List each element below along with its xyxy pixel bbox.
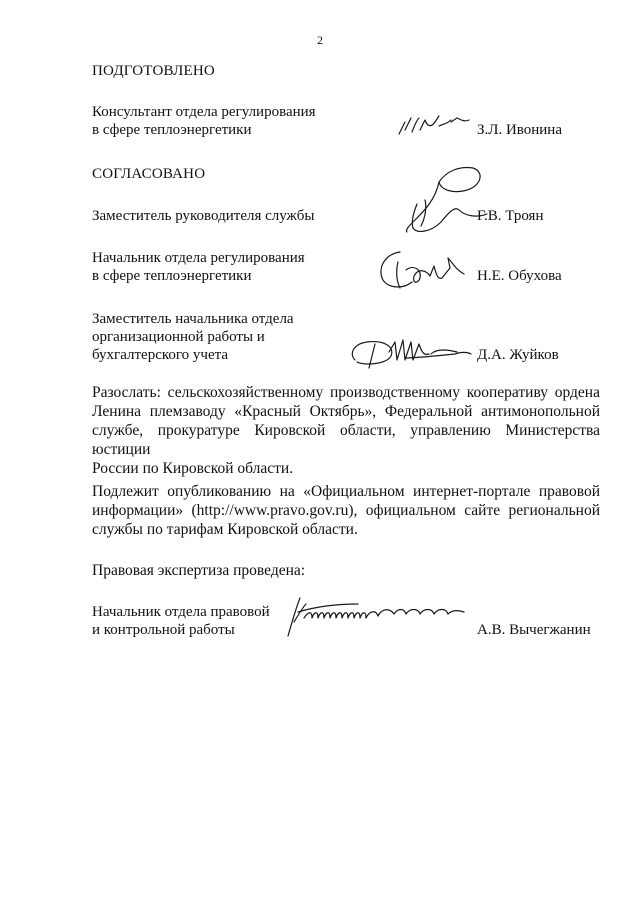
legal-review-text: Правовая экспертиза проведена: (92, 562, 306, 579)
signature-obukhova (372, 240, 468, 296)
publication-line-2: информации» (http://www.pravo.gov.ru), официальном сайте региональной (92, 502, 600, 519)
page-number: 2 (317, 33, 323, 47)
signer-3-position-line-3: бухгалтерского учета (92, 347, 229, 363)
distribution-line-4: России по Кировской области. (92, 460, 294, 477)
signature-zhuykov (345, 330, 475, 374)
signature-vychegzhanin (278, 592, 468, 644)
signer-2-name: Н.Е. Обухова (477, 268, 562, 284)
prepared-heading: ПОДГОТОВЛЕНО (92, 63, 215, 79)
signer-3-position-line-2: организационной работы и (92, 329, 265, 345)
distribution-line-3: службе, прокуратуре Кировской области, управлению Министерства юстиции (92, 422, 600, 458)
legal-review-position-line-1: Начальник отдела правовой (92, 604, 270, 620)
prepared-position-line-2: в сфере теплоэнергетики (92, 122, 252, 138)
distribution-line-2: Ленина племзаводу «Красный Октябрь», Федеральной антимонопольной (92, 403, 600, 420)
publication-line-3: службы по тарифам Кировской области. (92, 521, 358, 538)
signer-1-position: Заместитель руководителя службы (92, 208, 315, 224)
signer-1-name: Г.В. Троян (477, 208, 544, 224)
distribution-paragraph (92, 383, 600, 478)
signer-2-position-line-1: Начальник отдела регулирования (92, 250, 305, 266)
signer-3-name: Д.А. Жуйков (477, 347, 559, 363)
legal-review-position-line-2: и контрольной работы (92, 622, 235, 638)
signer-3-position-line-1: Заместитель начальника отдела (92, 311, 294, 327)
agreed-heading: СОГЛАСОВАНО (92, 166, 206, 182)
distribution-line-1: Разослать: сельскохозяйственному производственному кооперативу ордена (92, 384, 600, 401)
publication-paragraph (92, 482, 600, 539)
legal-review-name: А.В. Вычегжанин (477, 622, 591, 638)
prepared-position-line-1: Консультант отдела регулирования (92, 104, 316, 120)
publication-line-1: Подлежит опубликованию на «Официальном интернет-портале правовой (92, 483, 600, 500)
signer-2-position-line-2: в сфере теплоэнергетики (92, 268, 252, 284)
signature-troyan (395, 160, 490, 240)
prepared-name: З.Л. Ивонина (477, 122, 562, 138)
signature-ivonina (395, 110, 475, 142)
